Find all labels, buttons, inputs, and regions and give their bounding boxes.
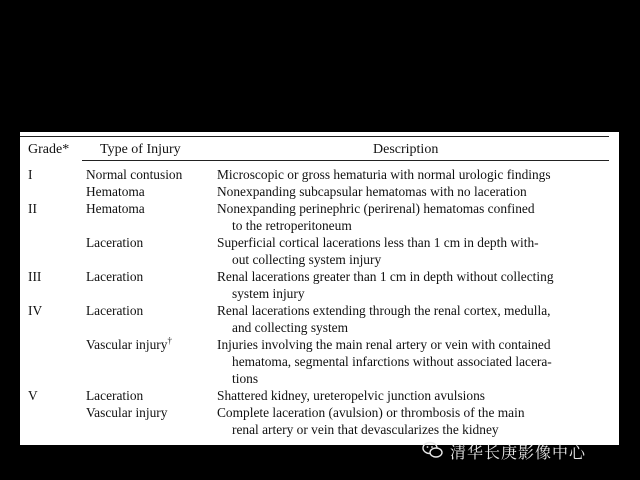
grade-cell: IV (28, 303, 43, 318)
type-cell: Laceration (86, 235, 144, 250)
description-line: Renal lacerations greater than 1 cm in depth without collecting (217, 269, 554, 284)
description-cell (217, 166, 612, 183)
injury-grading-table (20, 132, 619, 445)
type-cell: Laceration (86, 269, 144, 284)
header-description: Description (373, 142, 439, 157)
header-grade: Grade* (28, 142, 70, 157)
description-line: Shattered kidney, ureteropelvic junction avulsions (217, 388, 485, 403)
description-line: Nonexpanding subcapsular hematomas with no laceration (217, 184, 527, 199)
description-cell (217, 268, 612, 302)
description-line: tions (232, 371, 259, 386)
description-line: Renal lacerations extending through the renal cortex, medulla, (217, 303, 551, 318)
grade-cell: II (28, 201, 37, 216)
description-line: and collecting system (232, 320, 349, 335)
wechat-icon (422, 441, 444, 463)
type-cell (86, 336, 172, 353)
description-line: Injuries involving the main renal artery or vein with contained (217, 337, 551, 352)
watermark-text: 清华长庚影像中心 (450, 443, 587, 462)
description-cell (217, 183, 612, 200)
description-cell (217, 302, 612, 336)
description-line: Microscopic or gross hematuria with normal urologic findings (217, 167, 551, 182)
description-cell (217, 387, 612, 404)
grade-cell: I (28, 167, 33, 182)
table-top-rule (20, 136, 609, 137)
description-line: hematoma, segmental infarctions without associated lacera- (232, 354, 552, 369)
description-line: out collecting system injury (232, 252, 382, 267)
header-underline-rule (82, 160, 609, 161)
description-cell (217, 336, 612, 387)
description-cell (217, 404, 612, 438)
dagger-footnote-mark: † (167, 335, 172, 346)
description-line: Superficial cortical lacerations less than 1 cm in depth with- (217, 235, 539, 250)
type-cell: Hematoma (86, 184, 145, 199)
type-label: Vascular injury (86, 337, 168, 352)
grade-cell: V (28, 388, 38, 403)
description-line: to the retroperitoneum (232, 218, 352, 233)
type-cell: Laceration (86, 303, 144, 318)
watermark (422, 440, 586, 462)
description-line: system injury (232, 286, 305, 301)
description-cell (217, 234, 612, 268)
type-cell: Normal contusion (86, 167, 183, 182)
description-line: Complete laceration (avulsion) or thrombosis of the main (217, 405, 525, 420)
type-cell: Vascular injury (86, 405, 168, 420)
type-cell: Hematoma (86, 201, 145, 216)
table-header (20, 138, 619, 160)
description-cell (217, 200, 612, 234)
type-cell: Laceration (86, 388, 144, 403)
header-type: Type of Injury (100, 142, 181, 157)
description-line: renal artery or vein that devascularizes the kidney (232, 422, 499, 437)
grade-cell: III (28, 269, 42, 284)
description-line: Nonexpanding perinephric (perirenal) hematomas confined (217, 201, 535, 216)
